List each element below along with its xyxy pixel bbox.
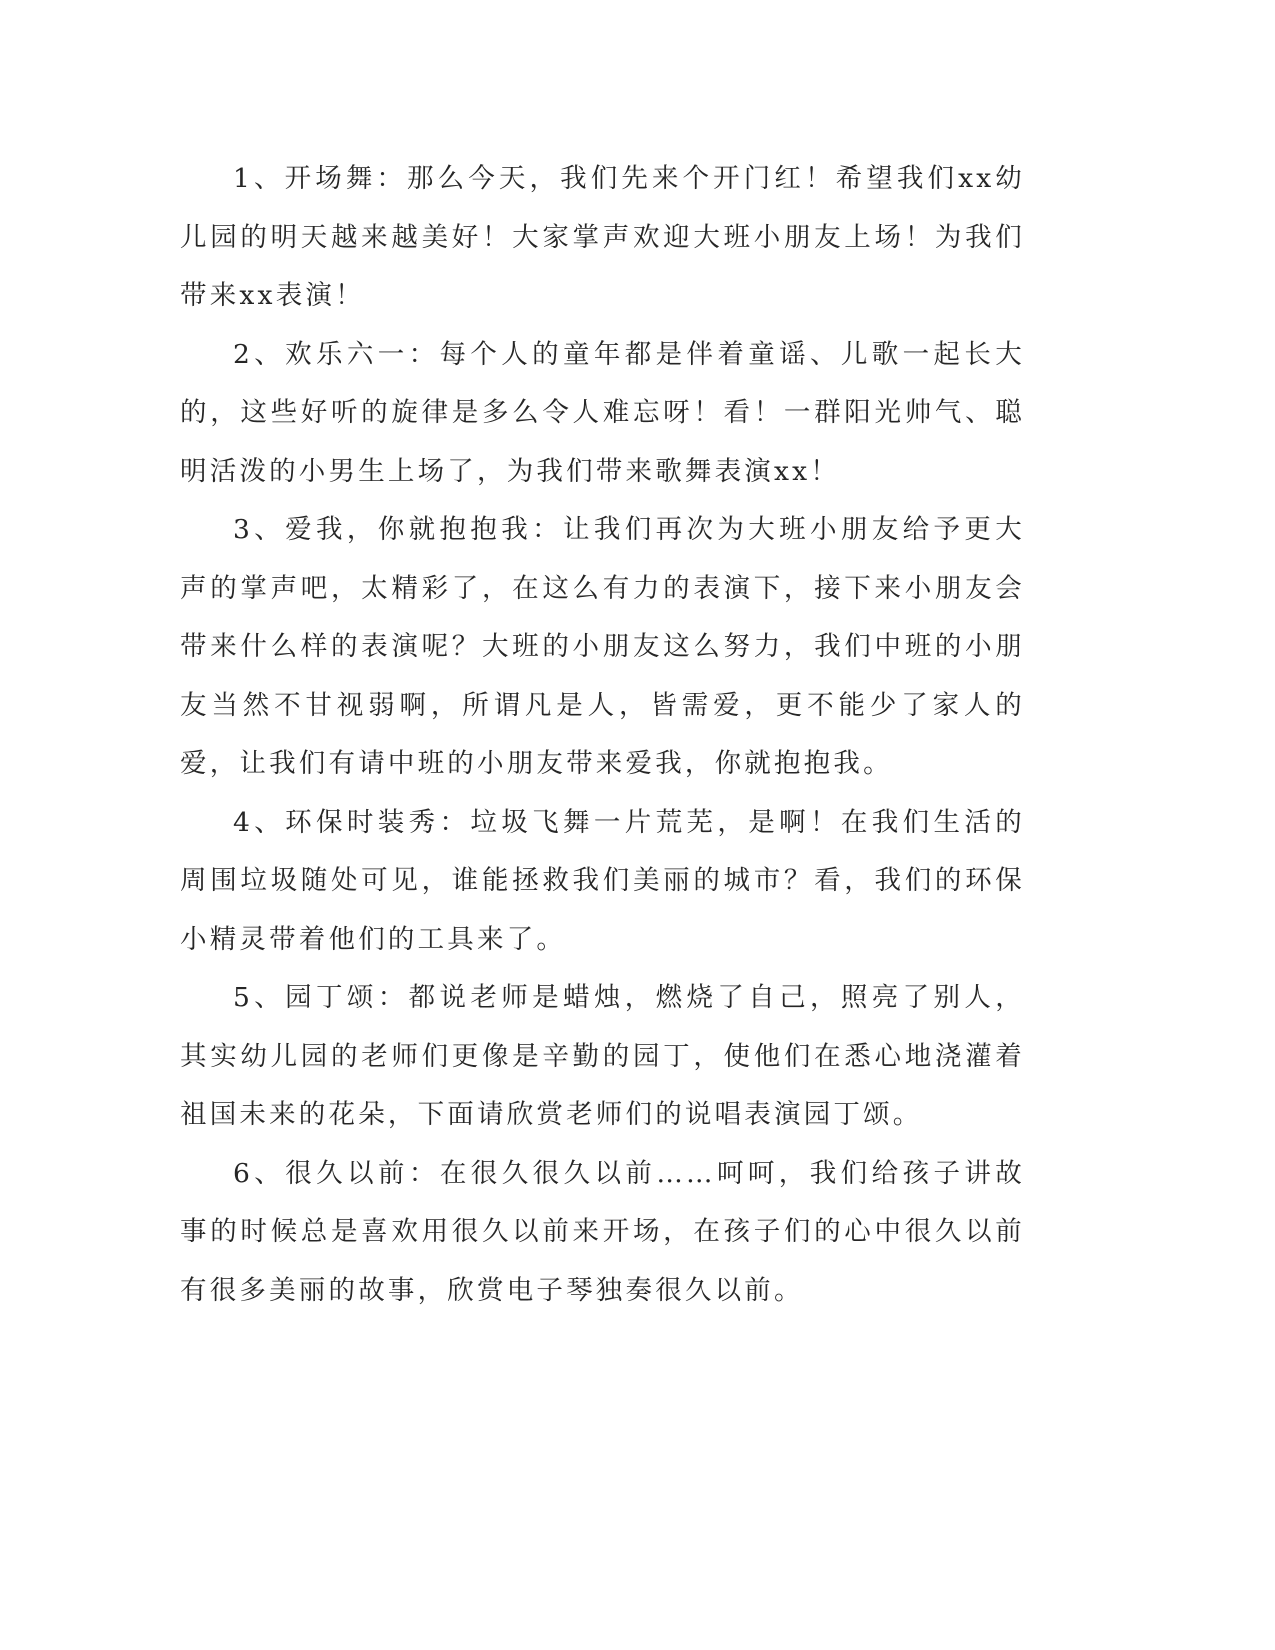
paragraph-long-ago: 6、很久以前：在很久很久以前……呵呵，我们给孩子讲故事的时候总是喜欢用很久以前来开场，在孩子们的心中很久以前有很多美丽的故事，欣赏电子琴独奏很久以前。 bbox=[180, 1157, 1025, 1306]
paragraph-happy-june-first: 2、欢乐六一：每个人的童年都是伴着童谣、儿歌一起长大的，这些好听的旋律是多么令人难忘呀！看！一群阳光帅气、聪明活泼的小男生上场了，为我们带来歌舞表演xx！ bbox=[180, 338, 1025, 487]
document-body bbox=[180, 150, 1025, 1320]
paragraph-gardener-ode: 5、园丁颂：都说老师是蜡烛，燃烧了自己，照亮了别人，其实幼儿园的老师们更像是辛勤的园丁，使他们在悉心地浇灌着祖国未来的花朵，下面请欣赏老师们的说唱表演园丁颂。 bbox=[180, 982, 1025, 1130]
paragraph-eco-fashion-show: 4、环保时装秀：垃圾飞舞一片荒芜，是啊！在我们生活的周围垃圾随处可见，谁能拯救我们美丽的城市？看，我们的环保小精灵带着他们的工具来了。 bbox=[180, 806, 1025, 955]
paragraph-love-me-hug-me: 3、爱我，你就抱抱我：让我们再次为大班小朋友给予更大声的掌声吧，太精彩了，在这么有力的表演下，接下来小朋友会带来什么样的表演呢？大班的小朋友这么努力，我们中班的小朋友当然不甘视弱啊，所谓凡是人，皆需爱，更不能少了家人的爱，让我们有请中班的小朋友带来爱我，你就抱抱我。 bbox=[180, 514, 1025, 779]
paragraph-opening-dance: 1、开场舞：那么今天，我们先来个开门红！希望我们xx幼儿园的明天越来越美好！大家掌声欢迎大班小朋友上场！为我们带来xx表演！ bbox=[180, 163, 1025, 311]
